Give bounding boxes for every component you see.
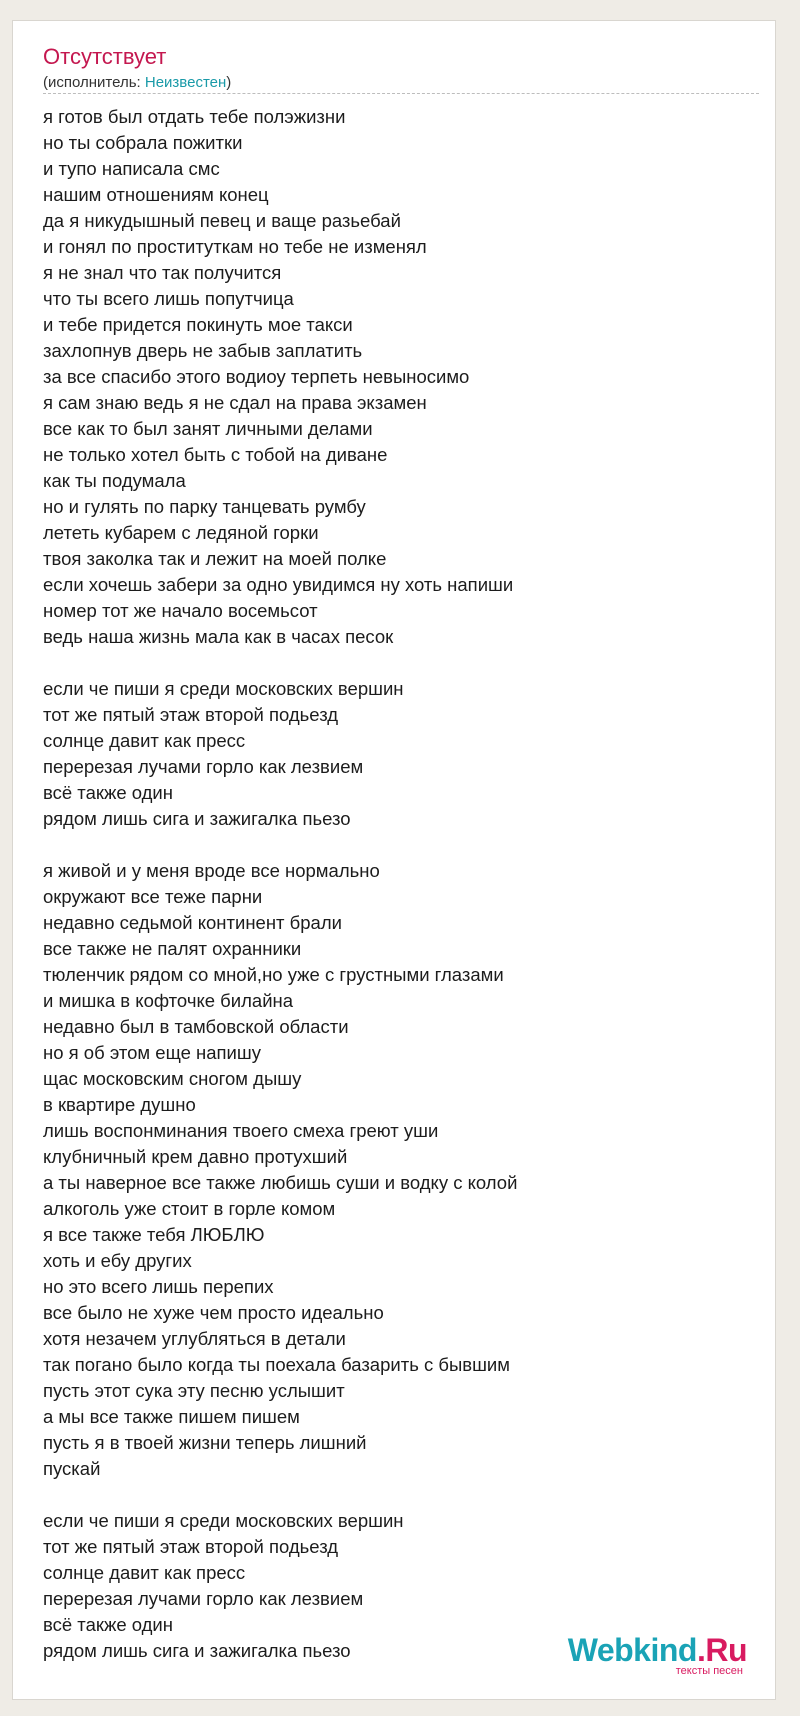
lyric-line: ведь наша жизнь мала как в часах песок [43,626,394,647]
lyric-line: я не знал что так получится [43,262,282,283]
lyric-line: рядом лишь сига и зажигалка пьезо [43,1640,351,1661]
lyric-line: в квартире душно [43,1094,196,1115]
lyric-line: не только хотел быть с тобой на диване [43,444,388,465]
lyric-line: рядом лишь сига и зажигалка пьезо [43,808,351,829]
lyric-line: но я об этом еще напишу [43,1042,261,1063]
lyric-line: лишь воспонминания твоего смеха греют уши [43,1120,439,1141]
lyric-line: пускай [43,1458,101,1479]
song-title: Отсутствует [43,44,167,69]
logo-wordmark [568,1633,747,1667]
logo-tagline: тексты песен [675,1665,743,1677]
lyric-line: я готов был отдать тебе полэжизни [43,106,346,127]
lyric-line: окружают все теже парни [43,886,263,907]
stanza-gap [43,832,763,858]
artist-link[interactable]: Неизвестен [144,74,227,91]
lyric-line: и тупо написала смс [43,158,220,179]
header-divider [43,93,759,94]
lyric-line: да я никудышный певец и ваще разьебай [43,210,401,231]
lyric-line: что ты всего лишь попутчица [43,288,294,309]
lyric-line: тот же пятый этаж второй подьезд [43,1536,339,1557]
stanza-gap [43,1482,763,1508]
lyric-line: я все также тебя ЛЮБЛЮ [43,1224,265,1245]
lyric-line: щас московским сногом дышу [43,1068,302,1089]
artist-suffix: ) [226,74,232,91]
logo-brand: Webkind [567,1632,697,1668]
lyric-line: алкоголь уже стоит в горле комом [43,1198,336,1219]
lyric-line: тюленчик рядом со мной,но уже с грустными глазами [43,964,504,985]
lyric-line: пусть я в твоей жизни теперь лишний [43,1432,367,1453]
lyric-line: лететь кубарем с ледяной горки [43,522,319,543]
lyric-line: недавно был в тамбовской области [43,1016,349,1037]
lyric-line: за все спасибо этого водиоу терпеть невыносимо [43,366,470,387]
lyric-line: всё также один [43,1614,173,1635]
lyric-line: все было не хуже чем просто идеально [43,1302,384,1323]
lyric-line: всё также один [43,782,173,803]
lyric-line: клубничный крем давно протухший [43,1146,348,1167]
lyric-line: так погано было когда ты поехала базарить с бывшим [43,1354,510,1375]
lyric-line: солнце давит как пресс [43,1562,246,1583]
lyric-line: все как то был занят личными делами [43,418,373,439]
lyric-line: захлопнув дверь не забыв заплатить [43,340,363,361]
lyric-line: я сам знаю ведь я не сдал на права экзамен [43,392,427,413]
lyric-line: но это всего лишь перепих [43,1276,274,1297]
lyric-line: перерезая лучами горло как лезвием [43,756,364,777]
lyric-line: а ты наверное все также любишь суши и водку с колой [43,1172,518,1193]
lyric-line: солнце давит как пресс [43,730,246,751]
lyric-line: если че пиши я среди московских вершин [43,1510,404,1531]
lyric-line: все также не палят охранники [43,938,302,959]
lyric-line: если хочешь забери за одно увидимся ну хоть напиши [43,574,514,595]
logo-domain: .Ru [696,1632,747,1668]
lyric-line: твоя заколка так и лежит на моей полке [43,548,387,569]
lyric-line: перерезая лучами горло как лезвием [43,1588,364,1609]
lyric-line: я живой и у меня вроде все нормально [43,860,380,881]
lyric-line: номер тот же начало восемьсот [43,600,318,621]
artist-prefix: (исполнитель: [43,74,145,91]
stanza-gap [43,650,763,676]
lyric-line: как ты подумала [43,470,186,491]
lyric-line: недавно седьмой континент брали [43,912,342,933]
site-logo[interactable] [568,1633,747,1677]
lyric-line: а мы все также пишем пишем [43,1406,300,1427]
lyric-line: но и гулять по парку танцевать румбу [43,496,366,517]
lyric-line: нашим отношениям конец [43,184,269,205]
lyrics-text [43,104,763,1664]
lyric-line: пусть этот сука эту песню услышит [43,1380,345,1401]
lyric-line: если че пиши я среди московских вершин [43,678,404,699]
artist-line [43,73,231,93]
lyric-line: хотя незачем углубляться в детали [43,1328,346,1349]
lyric-line: и гонял по проституткам но тебе не изменял [43,236,427,257]
lyric-line: и тебе придется покинуть мое такси [43,314,353,335]
lyric-line: и мишка в кофточке билайна [43,990,294,1011]
lyric-line: тот же пятый этаж второй подьезд [43,704,339,725]
lyrics-card [12,20,776,1700]
lyric-line: но ты собрала пожитки [43,132,243,153]
lyric-line: хоть и ебу других [43,1250,192,1271]
